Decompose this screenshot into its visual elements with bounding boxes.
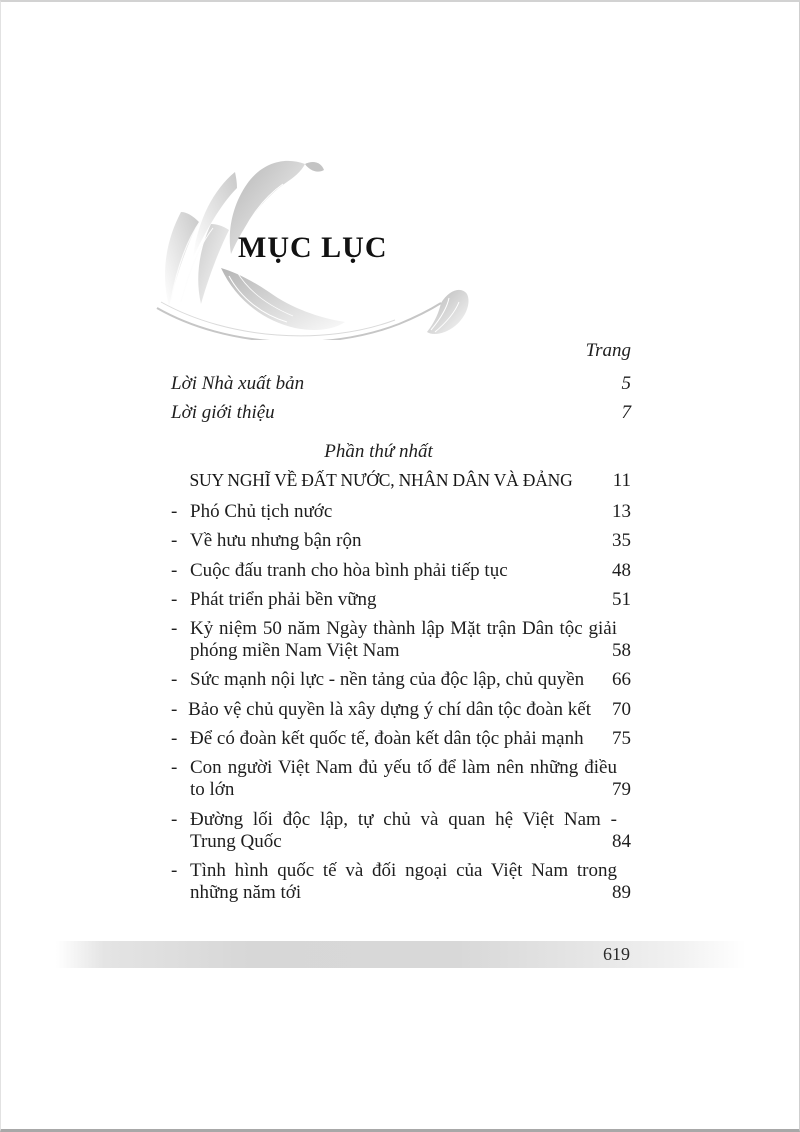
section-header [171, 437, 631, 495]
entry-line2-row [190, 831, 631, 853]
entry-title: Phó Chủ tịch nước [190, 501, 333, 522]
entry-page-number: 70 [612, 698, 631, 720]
entry-title-line1: Con người Việt Nam đủ yếu tố để làm nên những điều [190, 757, 617, 779]
toc-entry [171, 560, 631, 582]
front-matter-row [171, 398, 631, 427]
entry-page-number: 35 [612, 530, 631, 552]
entry-dash: - [171, 859, 178, 881]
toc-entry [171, 589, 631, 611]
toc-content [171, 332, 631, 911]
front-matter-row [171, 369, 631, 398]
entry-page-number: 58 [612, 640, 631, 662]
entry-body [190, 809, 631, 853]
entry-line2-row [190, 882, 631, 904]
front-matter-page-number: 7 [621, 402, 631, 423]
entry-dash: - [171, 728, 178, 750]
front-matter-label: Lời giới thiệu [171, 402, 275, 423]
entry-page-number: 89 [612, 881, 631, 903]
entry-page-number: 79 [612, 779, 631, 801]
entry-dash: - [171, 501, 178, 522]
entry-body [190, 860, 631, 904]
entry-title-line2: to lớn [190, 779, 235, 801]
column-header-trang: Trang [585, 340, 631, 361]
entry-title: Về hưu nhưng bận rộn [190, 530, 362, 552]
entry-title-line2: Trung Quốc [190, 830, 282, 852]
toc-entry [171, 699, 631, 721]
entry-dash: - [171, 588, 178, 610]
entry-line2-row [190, 640, 631, 662]
toc-entry [171, 618, 631, 662]
toc-entry [171, 669, 631, 691]
front-matter-label: Lời Nhà xuất bản [171, 373, 305, 394]
entry-dash: - [171, 808, 178, 830]
entry-page-number: 75 [612, 728, 631, 750]
entry-title-line1: Kỷ niệm 50 năm Ngày thành lập Mặt trận Dân tộc giải [190, 618, 617, 640]
entry-title: Cuộc đấu tranh cho hòa bình phải tiếp tục [190, 559, 508, 581]
section-page-number: 11 [612, 470, 631, 491]
toc-entry [171, 809, 631, 853]
entry-page-number: 84 [612, 830, 631, 852]
toc-entry [171, 530, 631, 552]
footer-gradient-bar [56, 941, 746, 968]
entry-dash: - [171, 757, 178, 779]
entry-title: Để có đoàn kết quốc tế, đoàn kết dân tộc phải mạnh [190, 728, 584, 750]
toc-entry [171, 728, 631, 750]
entry-dash: - [171, 530, 178, 552]
entry-page-number: 13 [612, 501, 631, 522]
entry-title: Bảo vệ chủ quyền là xây dựng ý chí dân tộc đoàn kết [188, 698, 591, 720]
front-matter-list [171, 369, 631, 427]
entry-body [190, 757, 631, 801]
entry-line2-row [190, 779, 631, 801]
entry-title-line2: phóng miền Nam Việt Nam [190, 640, 400, 662]
entry-title: Sức mạnh nội lực - nền tảng của độc lập, chủ quyền [190, 669, 585, 691]
toc-entry [171, 501, 631, 523]
toc-entry-list [171, 501, 631, 904]
entry-title: Phát triển phải bền vững [190, 588, 377, 610]
entry-title-line1: Đường lối độc lập, tự chủ và quan hệ Việt Nam - [190, 808, 617, 830]
section-part-title: SUY NGHĨ VỀ ĐẤT NƯỚC, NHÂN DÂN VÀ ĐẢNG [189, 470, 573, 490]
entry-dash: - [171, 618, 178, 640]
footer-page-number: 619 [603, 944, 630, 964]
entry-page-number: 51 [612, 588, 631, 610]
section-title-row [171, 466, 631, 495]
toc-entry [171, 757, 631, 801]
entry-title-line2: những năm tới [190, 881, 302, 903]
entry-page-number: 48 [612, 559, 631, 581]
toc-entry [171, 860, 631, 904]
section-part-label: Phần thứ nhất [324, 441, 433, 462]
entry-title-line1: Tình hình quốc tế và đối ngoại của Việt Nam trong [190, 859, 617, 881]
entry-dash: - [171, 559, 178, 581]
entry-page-number: 66 [612, 669, 631, 691]
entry-dash: - [171, 698, 178, 720]
entry-dash: - [171, 669, 178, 691]
page-title: MỤC LỤC [238, 231, 388, 264]
front-matter-page-number: 5 [621, 373, 631, 394]
entry-body [190, 618, 631, 662]
